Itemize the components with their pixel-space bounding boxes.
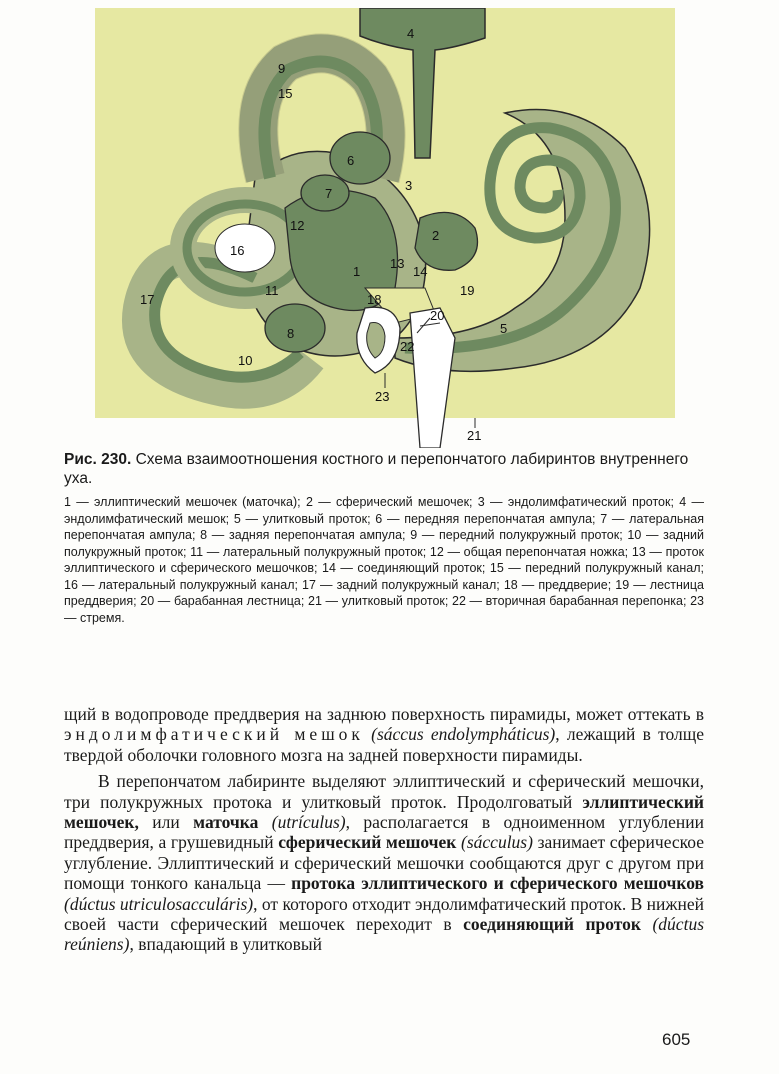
p2-latin-utriculosaccularis: (dúctus utriculosacculáris) [64,893,254,914]
label-9: 9 [278,61,286,76]
label-2: 2 [432,228,440,243]
p1-latin-term: (sáccus endolympháticus) [371,724,556,745]
label-14: 14 [413,264,428,279]
label-17: 17 [140,292,155,307]
p2-latin-utriculus: (utrículus) [271,812,346,833]
p1-spaced-term: эндолимфатический мешок [64,724,364,745]
label-22: 22 [400,339,415,354]
paragraph-1 [64,704,704,765]
figure-number: Рис. 230. [64,451,132,468]
label-23: 23 [375,389,390,404]
label-13: 13 [390,256,405,271]
p2-text-d: занимает сферическое углубление. Эллиптический и сферический мешочки сообщаются друг с другом при помощи тонкого канальца — [64,832,705,894]
page-number: 605 [662,1030,691,1049]
label-8: 8 [287,326,295,341]
p2-text-e: , от которого отходит эндолимфатический проток. В нижней своей части сферический мешочек переходит в [64,893,704,935]
label-15: 15 [278,86,293,101]
figure-caption [64,450,704,626]
round-window-region [410,308,455,448]
anterior-ampulla [330,132,390,184]
saccule [415,212,478,270]
label-10: 10 [238,353,253,368]
label-16: 16 [230,243,245,258]
label-19: 19 [460,283,475,298]
caption-title-text: Схема взаимоотношения костного и перепончатого лабиринтов внутреннего уха. [64,451,689,487]
label-1: 1 [353,264,361,279]
paragraph-2 [64,771,704,955]
p1-text-b: , лежащий в толще твердой оболочки головного мозга на задней поверхности пирамиды. [64,724,704,765]
body-text [64,704,704,955]
caption-title [64,450,704,488]
label-4: 4 [407,26,415,41]
p2-bold-reuniens: соединяющий проток [463,914,641,935]
p2-bold-utriculosaccular-duct: протока эллиптического и сферического мешочков [291,873,704,894]
labyrinth-svg [95,8,675,448]
lateral-canal-hole [215,224,275,272]
label-18: 18 [367,292,382,307]
label-3: 3 [405,178,413,193]
label-7: 7 [325,186,333,201]
p2-text-c: , располагается в одноименном углублении преддверия, а грушевидный [64,812,705,853]
p2-bold-matochka: маточка [193,812,259,833]
p2-text-b: или [152,812,180,833]
label-11: 11 [265,283,279,298]
p2-latin-reuniens: (dúctus reúniens) [64,914,705,955]
label-12: 12 [290,218,305,233]
inner-ear-diagram [95,8,675,448]
caption-legend: 1 — эллиптический мешочек (маточка); 2 — сферический мешочек; 3 — эндолимфатический проток; 4 — эндолимфатический мешок; 5 — улитковый проток; 6 — передняя перепончатая ампула; 7 — латеральная перепончатая ампула; 8 — задняя перепончатая ампула; 9 — передний полукружный проток; 10 — задний полукружный проток; 11 — латеральный полукружный проток; 12 — общая перепончатая ножка; 13 — проток эллиптического и сферического мешочков; 14 — соединяющий проток; 15 — передний полукружный канал; 16 — латеральный полукружный канал; 17 — задний полукружный канал; 18 — преддверие; 19 — лестница преддверия; 20 — барабанная лестница; 21 — улитковый проток; 22 — вторичная барабанная перепонка; 23 — стремя. [64,495,704,625]
posterior-ampulla [265,304,325,352]
p1-text-a: щий в водопроводе преддверия на заднюю поверхность пирамиды, может оттекать в [64,704,704,724]
p2-bold-saccule: сферический мешочек [278,832,457,853]
label-21: 21 [467,428,482,443]
label-5: 5 [500,321,508,336]
p2-latin-sacculus: (sácculus) [461,832,533,853]
p2-text-a: В перепончатом лабиринте выделяют эллиптический и сферический мешочки, три полукружных протока и улитковый проток. Продолговатый [64,771,704,812]
label-6: 6 [347,153,355,168]
p2-text-f: , впадающий в улитковый [129,934,323,955]
label-20: 20 [430,308,445,323]
p2-bold-utricle: эллиптический мешочек, [64,791,705,833]
